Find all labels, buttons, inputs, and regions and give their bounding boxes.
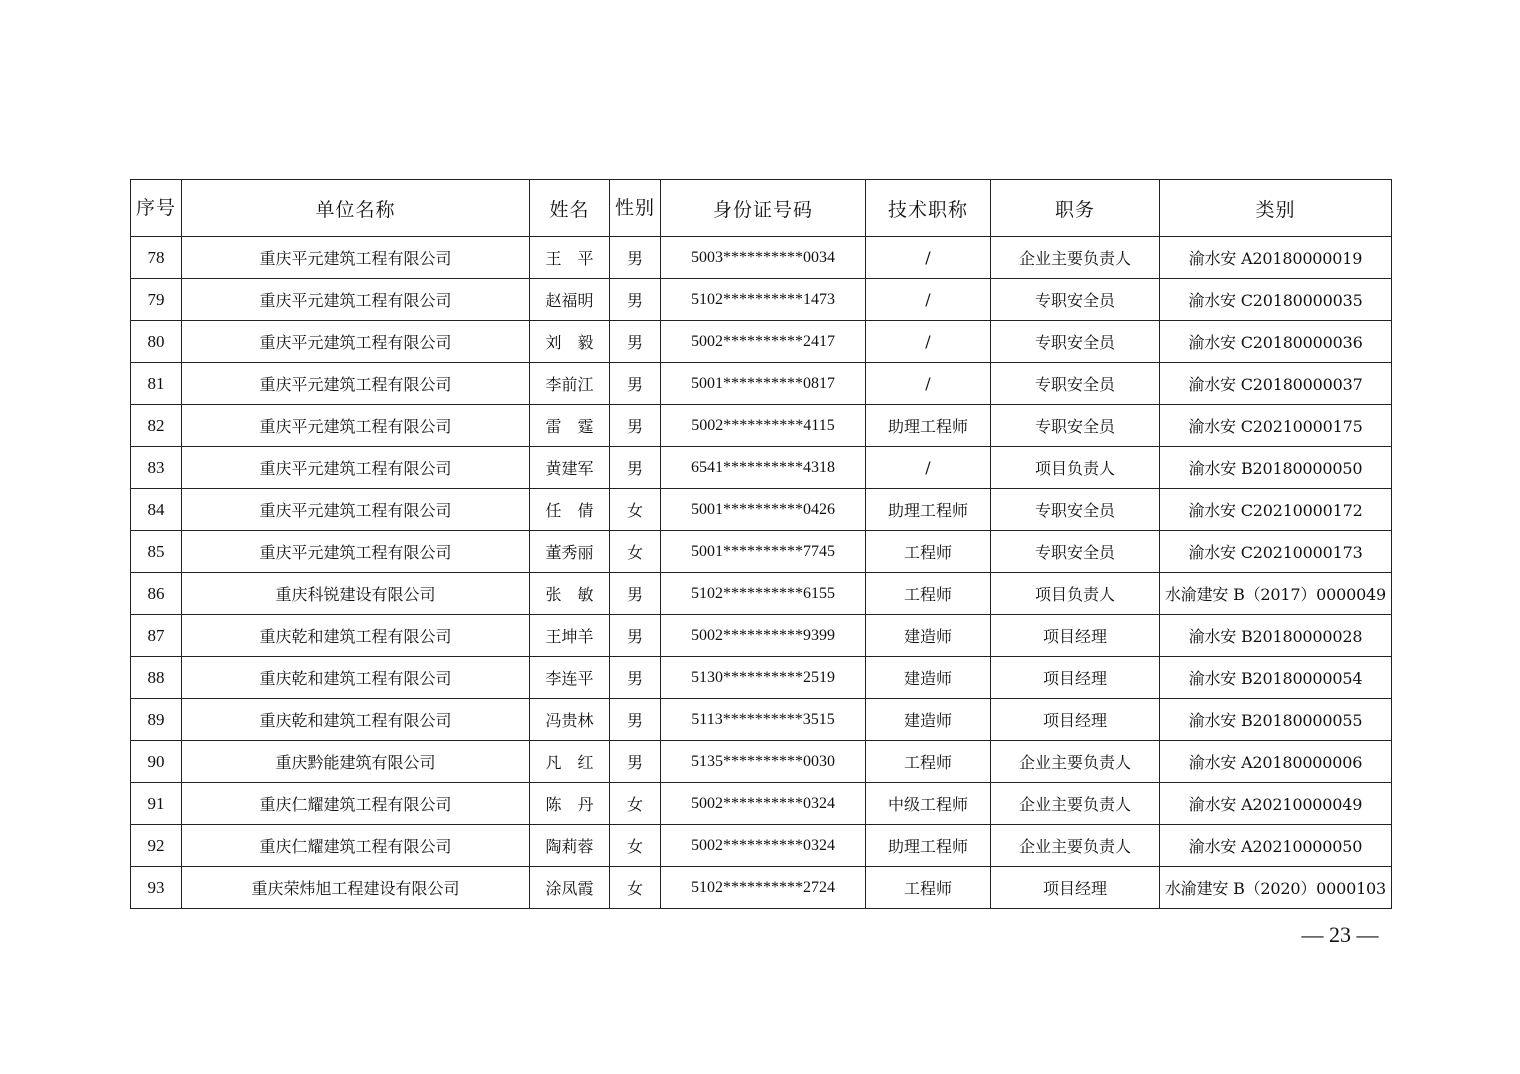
cell-gender: 男 (610, 363, 661, 405)
cell-company: 重庆平元建筑工程有限公司 (182, 363, 530, 405)
header-seq: 序号 (131, 180, 182, 237)
cell-seq: 89 (131, 699, 182, 741)
cell-position: 专职安全员 (991, 321, 1160, 363)
cell-category: 渝水安 B20180000054 (1160, 657, 1392, 699)
cell-name: 雷 霆 (530, 405, 610, 447)
table-row (131, 237, 1392, 279)
cell-position: 企业主要负责人 (991, 783, 1160, 825)
cell-id-number: 5102**********6155 (661, 573, 866, 615)
cell-title: 建造师 (866, 657, 991, 699)
cell-seq: 92 (131, 825, 182, 867)
cell-id-number: 5001**********7745 (661, 531, 866, 573)
cell-category: 渝水安 C20210000172 (1160, 489, 1392, 531)
cell-seq: 91 (131, 783, 182, 825)
cell-position: 专职安全员 (991, 279, 1160, 321)
cell-name: 刘 毅 (530, 321, 610, 363)
cell-gender: 女 (610, 531, 661, 573)
cell-name: 董秀丽 (530, 531, 610, 573)
table-row (131, 699, 1392, 741)
cell-company: 重庆科锐建设有限公司 (182, 573, 530, 615)
cell-gender: 男 (610, 447, 661, 489)
cell-seq: 93 (131, 867, 182, 909)
cell-company: 重庆平元建筑工程有限公司 (182, 279, 530, 321)
cell-seq: 84 (131, 489, 182, 531)
cell-gender: 男 (610, 573, 661, 615)
table-header (131, 180, 1392, 237)
cell-id-number: 5102**********2724 (661, 867, 866, 909)
table-row (131, 405, 1392, 447)
cell-gender: 男 (610, 741, 661, 783)
cell-position: 项目经理 (991, 867, 1160, 909)
cell-company: 重庆乾和建筑工程有限公司 (182, 699, 530, 741)
cell-category: 渝水安 B20180000028 (1160, 615, 1392, 657)
cell-category: 渝水安 A20210000050 (1160, 825, 1392, 867)
header-id-number: 身份证号码 (661, 180, 866, 237)
cell-company: 重庆平元建筑工程有限公司 (182, 321, 530, 363)
table-row (131, 657, 1392, 699)
cell-id-number: 5002**********0324 (661, 783, 866, 825)
cell-name: 凡 红 (530, 741, 610, 783)
cell-company: 重庆黔能建筑有限公司 (182, 741, 530, 783)
cell-company: 重庆平元建筑工程有限公司 (182, 237, 530, 279)
cell-name: 王坤羊 (530, 615, 610, 657)
cell-position: 项目经理 (991, 657, 1160, 699)
cell-category: 渝水安 C20180000037 (1160, 363, 1392, 405)
cell-name: 黄建军 (530, 447, 610, 489)
cell-title: 工程师 (866, 741, 991, 783)
cell-title: 工程师 (866, 867, 991, 909)
table-row (131, 615, 1392, 657)
cell-gender: 男 (610, 657, 661, 699)
header-category: 类别 (1160, 180, 1392, 237)
page-number: — 23 — (1301, 922, 1379, 947)
cell-position: 项目经理 (991, 699, 1160, 741)
cell-company: 重庆平元建筑工程有限公司 (182, 447, 530, 489)
cell-category: 水渝建安 B（2017）0000049 (1160, 573, 1392, 615)
cell-id-number: 5135**********0030 (661, 741, 866, 783)
cell-company: 重庆平元建筑工程有限公司 (182, 489, 530, 531)
cell-gender: 女 (610, 867, 661, 909)
cell-seq: 80 (131, 321, 182, 363)
cell-gender: 男 (610, 699, 661, 741)
cell-id-number: 5002**********2417 (661, 321, 866, 363)
cell-category: 渝水安 C20210000175 (1160, 405, 1392, 447)
cell-title: / (866, 447, 991, 489)
cell-name: 李连平 (530, 657, 610, 699)
header-name: 姓名 (530, 180, 610, 237)
cell-gender: 女 (610, 783, 661, 825)
cell-position: 专职安全员 (991, 489, 1160, 531)
cell-id-number: 5102**********1473 (661, 279, 866, 321)
cell-name: 冯贵林 (530, 699, 610, 741)
cell-position: 专职安全员 (991, 405, 1160, 447)
cell-title: / (866, 321, 991, 363)
cell-id-number: 6541**********4318 (661, 447, 866, 489)
cell-seq: 86 (131, 573, 182, 615)
header-company: 单位名称 (182, 180, 530, 237)
cell-gender: 男 (610, 405, 661, 447)
table-row (131, 279, 1392, 321)
cell-category: 渝水安 C20210000173 (1160, 531, 1392, 573)
table-row (131, 867, 1392, 909)
cell-position: 企业主要负责人 (991, 825, 1160, 867)
cell-name: 李前江 (530, 363, 610, 405)
cell-seq: 81 (131, 363, 182, 405)
cell-name: 涂凤霞 (530, 867, 610, 909)
cell-name: 王 平 (530, 237, 610, 279)
cell-company: 重庆仁耀建筑工程有限公司 (182, 783, 530, 825)
cell-title: 中级工程师 (866, 783, 991, 825)
cell-name: 陶莉蓉 (530, 825, 610, 867)
cell-category: 渝水安 A20180000006 (1160, 741, 1392, 783)
header-title: 技术职称 (866, 180, 991, 237)
cell-id-number: 5113**********3515 (661, 699, 866, 741)
table-row (131, 825, 1392, 867)
cell-seq: 83 (131, 447, 182, 489)
cell-company: 重庆乾和建筑工程有限公司 (182, 615, 530, 657)
cell-seq: 78 (131, 237, 182, 279)
cell-gender: 女 (610, 825, 661, 867)
cell-title: 助理工程师 (866, 489, 991, 531)
table-row (131, 321, 1392, 363)
table-body (131, 237, 1392, 909)
cell-company: 重庆仁耀建筑工程有限公司 (182, 825, 530, 867)
cell-company: 重庆平元建筑工程有限公司 (182, 405, 530, 447)
cell-title: / (866, 279, 991, 321)
cell-category: 渝水安 A20210000049 (1160, 783, 1392, 825)
cell-company: 重庆平元建筑工程有限公司 (182, 531, 530, 573)
cell-title: 建造师 (866, 615, 991, 657)
cell-position: 企业主要负责人 (991, 237, 1160, 279)
cell-position: 项目负责人 (991, 573, 1160, 615)
cell-name: 任 倩 (530, 489, 610, 531)
cell-title: / (866, 363, 991, 405)
table-row (131, 531, 1392, 573)
cell-name: 陈 丹 (530, 783, 610, 825)
cell-category: 渝水安 B20180000055 (1160, 699, 1392, 741)
cell-gender: 女 (610, 489, 661, 531)
cell-category: 渝水安 B20180000050 (1160, 447, 1392, 489)
cell-title: 工程师 (866, 531, 991, 573)
cell-title: 建造师 (866, 699, 991, 741)
cell-title: 工程师 (866, 573, 991, 615)
cell-category: 渝水安 C20180000035 (1160, 279, 1392, 321)
cell-name: 赵福明 (530, 279, 610, 321)
cell-gender: 男 (610, 321, 661, 363)
table-row (131, 573, 1392, 615)
cell-seq: 87 (131, 615, 182, 657)
cell-title: / (866, 237, 991, 279)
cell-id-number: 5003**********0034 (661, 237, 866, 279)
cell-title: 助理工程师 (866, 405, 991, 447)
cell-seq: 85 (131, 531, 182, 573)
cell-gender: 男 (610, 279, 661, 321)
cell-id-number: 5002**********4115 (661, 405, 866, 447)
cell-category: 渝水安 A20180000019 (1160, 237, 1392, 279)
cell-seq: 79 (131, 279, 182, 321)
header-gender: 性别 (610, 180, 661, 237)
table-row (131, 741, 1392, 783)
cell-id-number: 5130**********2519 (661, 657, 866, 699)
table-row (131, 447, 1392, 489)
cell-position: 项目经理 (991, 615, 1160, 657)
personnel-table (130, 179, 1392, 909)
cell-category: 渝水安 C20180000036 (1160, 321, 1392, 363)
cell-category: 水渝建安 B（2020）0000103 (1160, 867, 1392, 909)
cell-position: 专职安全员 (991, 531, 1160, 573)
table-row (131, 783, 1392, 825)
cell-company: 重庆荣炜旭工程建设有限公司 (182, 867, 530, 909)
table-row (131, 489, 1392, 531)
cell-id-number: 5002**********9399 (661, 615, 866, 657)
cell-seq: 88 (131, 657, 182, 699)
cell-position: 专职安全员 (991, 363, 1160, 405)
cell-company: 重庆乾和建筑工程有限公司 (182, 657, 530, 699)
cell-name: 张 敏 (530, 573, 610, 615)
cell-position: 项目负责人 (991, 447, 1160, 489)
cell-title: 助理工程师 (866, 825, 991, 867)
cell-seq: 90 (131, 741, 182, 783)
cell-seq: 82 (131, 405, 182, 447)
cell-id-number: 5001**********0426 (661, 489, 866, 531)
cell-gender: 男 (610, 615, 661, 657)
cell-position: 企业主要负责人 (991, 741, 1160, 783)
header-position: 职务 (991, 180, 1160, 237)
cell-gender: 男 (610, 237, 661, 279)
cell-id-number: 5002**********0324 (661, 825, 866, 867)
table-row (131, 363, 1392, 405)
cell-id-number: 5001**********0817 (661, 363, 866, 405)
